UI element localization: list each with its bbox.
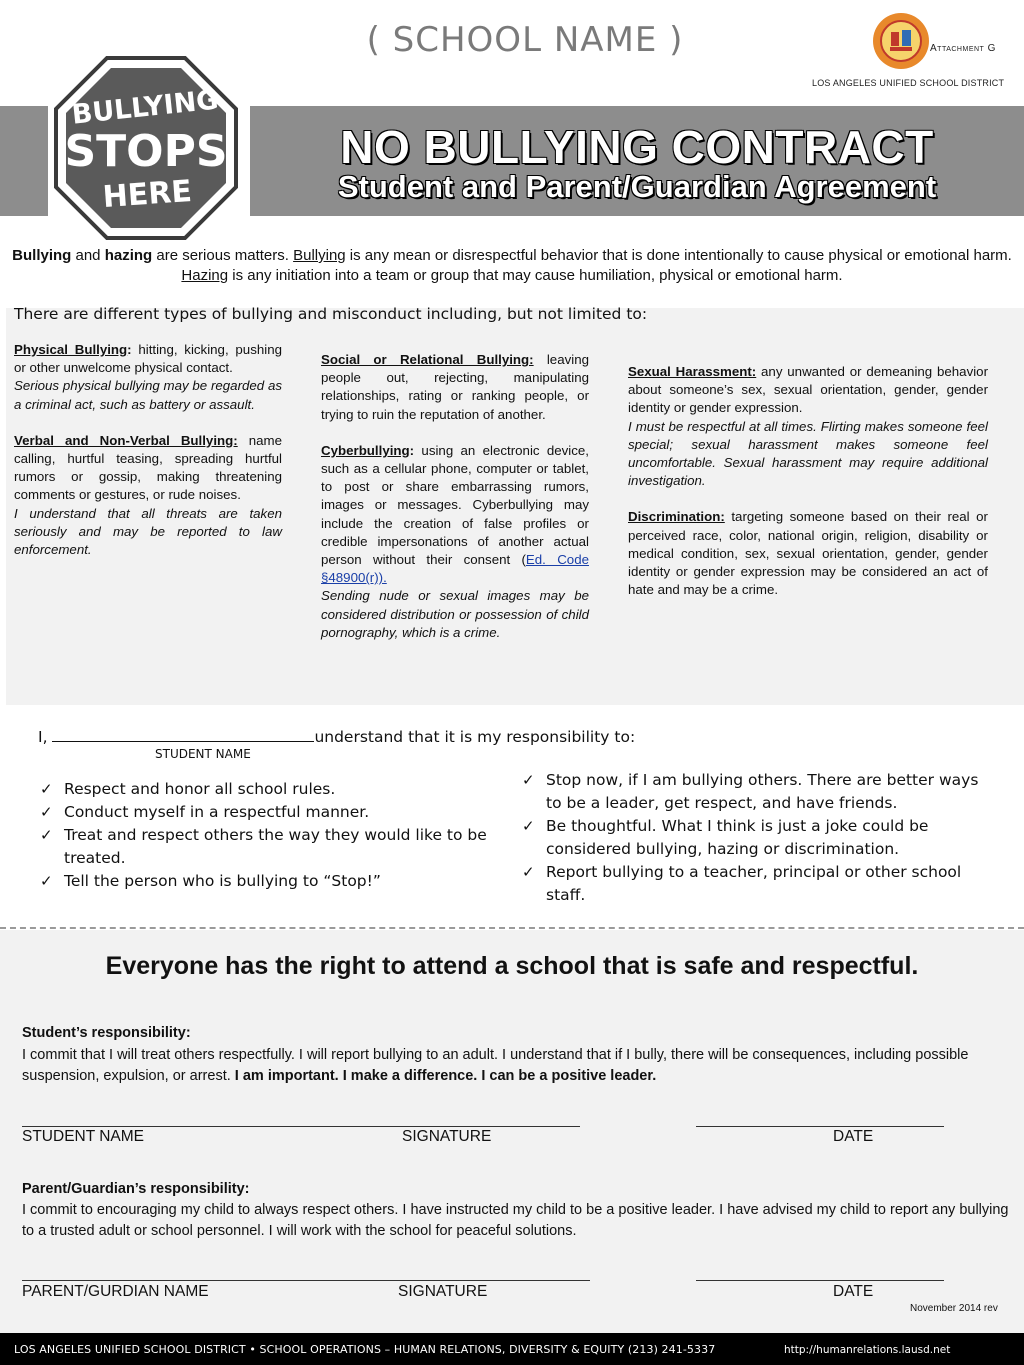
intro-bullying-def-term: Bullying bbox=[293, 247, 346, 264]
cyberbullying-block bbox=[321, 442, 589, 642]
attachment-label: Attachment G bbox=[930, 43, 996, 54]
list-item-text: Treat and respect others the way they would like to be treated. bbox=[64, 826, 487, 867]
intro-hazing-term: hazing bbox=[104, 247, 153, 264]
student-name-label: STUDENT NAME bbox=[22, 1128, 145, 1145]
cyberbullying-heading: Cyberbullying bbox=[321, 442, 410, 458]
physical-bullying-block bbox=[14, 341, 282, 414]
heading-colon: : bbox=[409, 442, 415, 458]
parent-signature-label: SIGNATURE bbox=[398, 1283, 488, 1300]
intro-paragraph bbox=[6, 246, 1018, 286]
responsibility-list-left bbox=[38, 778, 508, 893]
discrimination-block bbox=[628, 508, 988, 599]
social-bullying-heading: Social or Relational Bullying: bbox=[321, 352, 534, 367]
list-item bbox=[38, 801, 508, 824]
physical-bullying-note: Serious physical bullying may be regarded as a criminal act, such as battery or assault. bbox=[14, 378, 282, 412]
verbal-bullying-heading: Verbal and Non-Verbal Bullying: bbox=[14, 432, 238, 448]
list-item bbox=[520, 815, 980, 861]
parent-signature-line[interactable] bbox=[22, 1280, 590, 1281]
verbal-bullying-text: name calling, hurtful teasing, spreading hurtful rumors or gossip, making threatening comments or gestures, or rude noises. bbox=[14, 432, 282, 503]
student-commitment: I commit that I will treat others respectfully. I will report bullying to an adult. I understand that if I bully, there will be consequences, including possible suspension, expulsion, or arrest. bbox=[22, 1047, 969, 1084]
list-item bbox=[38, 778, 508, 801]
responsibility-statement bbox=[38, 726, 635, 746]
list-item bbox=[38, 870, 508, 893]
list-item bbox=[38, 824, 508, 870]
ed-code-link[interactable]: Ed. Code §48900(r)). bbox=[321, 552, 589, 586]
revision-date: November 2014 rev bbox=[910, 1303, 998, 1314]
student-affirmation: I am important. I make a difference. I can be a positive leader. bbox=[234, 1068, 657, 1084]
stop-sign-icon bbox=[52, 54, 240, 242]
discrimination-heading: Discrimination: bbox=[628, 509, 725, 525]
footer-url-link[interactable]: http://humanrelations.lausd.net bbox=[784, 1344, 951, 1356]
check-icon: ✓ bbox=[40, 872, 53, 890]
responsibility-prefix: I, bbox=[38, 728, 53, 746]
student-responsibility-text bbox=[22, 1045, 1012, 1087]
types-column-2 bbox=[321, 351, 589, 660]
discrimination-text: targeting someone based on their real or perceived race, color, national origin, religion, disability or medical condition, sex, sexual orientation, gender, gender identity or gender expression may be considered an act of hate and may be a crime. bbox=[628, 509, 988, 598]
responsibility-suffix: understand that it is my responsibility to: bbox=[314, 728, 636, 746]
verbal-bullying-block bbox=[14, 432, 282, 559]
heading-colon: : bbox=[127, 342, 132, 357]
physical-bullying-heading: Physical Bullying bbox=[14, 342, 128, 357]
list-item bbox=[520, 861, 980, 907]
cyberbullying-text: using an electronic device, such as a cellular phone, computer or tablet, to post or share embarrassing rumors, images or messages. Cyberbullying may include the creation of false profiles or credible impersonations of another actual person without their consent ( bbox=[321, 442, 589, 568]
types-column-1 bbox=[14, 341, 282, 577]
stop-sign-line2: STOPS bbox=[64, 126, 228, 177]
contract-subtitle: Student and Parent/Guardian Agreement bbox=[337, 169, 937, 204]
list-item-text: Report bullying to a teacher, principal or other school staff. bbox=[546, 863, 962, 904]
types-column-3 bbox=[628, 363, 988, 617]
intro-hazing-def-term: Hazing bbox=[181, 267, 229, 284]
parent-name-label: PARENT/GURDIAN NAME bbox=[22, 1283, 209, 1300]
student-signature-label: SIGNATURE bbox=[402, 1128, 492, 1145]
parent-date-label: DATE bbox=[833, 1283, 874, 1300]
student-name-caption: STUDENT NAME bbox=[155, 747, 251, 761]
sexual-harassment-heading: Sexual Harassment: bbox=[628, 364, 757, 379]
school-name: ( SCHOOL NAME ) bbox=[366, 20, 684, 60]
student-date-label: DATE bbox=[833, 1128, 874, 1145]
list-item-text: Tell the person who is bullying to “Stop!” bbox=[64, 872, 381, 890]
list-item bbox=[520, 769, 980, 815]
cut-line-divider bbox=[0, 927, 1024, 929]
sexual-harassment-text: any unwanted or demeaning behavior about someone’s sex, sexual orientation, gender, gender identity or gender expression. bbox=[628, 364, 988, 416]
sexual-harassment-block bbox=[628, 363, 988, 490]
student-name-blank[interactable] bbox=[52, 726, 314, 742]
parent-responsibility-heading: Parent/Guardian’s responsibility: bbox=[22, 1181, 250, 1197]
check-icon: ✓ bbox=[40, 826, 53, 844]
footer-text: LOS ANGELES UNIFIED SCHOOL DISTRICT • SCHOOL OPERATIONS – HUMAN RELATIONS, DIVERSITY & EQUITY (213) 241-5337 bbox=[14, 1343, 716, 1356]
check-icon: ✓ bbox=[40, 780, 53, 798]
agreement-headline: Everyone has the right to attend a school that is safe and respectful. bbox=[105, 952, 919, 980]
district-label: LOS ANGELES UNIFIED SCHOOL DISTRICT bbox=[812, 78, 1005, 88]
intro-text: is any initiation into a team or group that may cause humiliation, physical or emotional harm. bbox=[228, 267, 843, 284]
check-icon: ✓ bbox=[522, 771, 535, 789]
banner-left-strip bbox=[0, 106, 48, 216]
student-signature-line[interactable] bbox=[22, 1126, 580, 1127]
list-item-text: Be thoughtful. What I think is just a joke could be considered bullying, hazing or discrimination. bbox=[546, 817, 929, 858]
page-footer bbox=[0, 1333, 1024, 1365]
contract-title: NO BULLYING CONTRACT bbox=[340, 121, 934, 173]
physical-bullying-text: hitting, kicking, pushing or other unwelcome physical contact. bbox=[14, 342, 282, 376]
check-icon: ✓ bbox=[522, 863, 535, 881]
list-item-text: Respect and honor all school rules. bbox=[64, 780, 336, 798]
check-icon: ✓ bbox=[40, 803, 53, 821]
parent-date-line[interactable] bbox=[696, 1280, 944, 1281]
responsibility-list-right bbox=[520, 769, 980, 907]
intro-text: and bbox=[71, 247, 105, 264]
social-bullying-text: leaving people out, rejecting, manipulating relationships, rating or ranking people, or trying to ruin the reputation of another. bbox=[321, 352, 589, 422]
intro-text: are serious matters. bbox=[152, 247, 294, 264]
stop-sign-line3: HERE bbox=[101, 173, 194, 216]
intro-bullying-term: Bullying bbox=[12, 247, 72, 264]
student-responsibility-heading: Student’s responsibility: bbox=[22, 1025, 191, 1041]
district-seal-icon bbox=[872, 12, 930, 70]
sexual-harassment-note: I must be respectful at all times. Flirting makes someone feel special; sexual harassment makes someone feel uncomfortable. Sexual harassment may require additional investigation. bbox=[628, 418, 988, 489]
list-item-text: Stop now, if I am bullying others. There are better ways to be a leader, get respect, and have friends. bbox=[546, 771, 979, 812]
parent-responsibility-text: I commit to encouraging my child to always respect others. I have instructed my child to be a positive leader. I have advised my child to report any bullying to a trusted adult or school personnel. I will work with the school for peaceful solutions. bbox=[22, 1202, 1009, 1239]
cyberbullying-note: Sending nude or sexual images may be considered distribution or possession of child pornography, which is a crime. bbox=[321, 588, 589, 640]
stop-sign-line1: BULLYING bbox=[70, 84, 220, 131]
intro-text: is any mean or disrespectful behavior that is done intentionally to cause physical or emotional harm. bbox=[345, 247, 1012, 264]
verbal-bullying-note: I understand that all threats are taken seriously and may be reported to law enforcement. bbox=[14, 505, 282, 558]
types-lead: There are different types of bullying and misconduct including, but not limited to: bbox=[14, 305, 648, 323]
social-bullying-block bbox=[321, 351, 589, 424]
list-item-text: Conduct myself in a respectful manner. bbox=[64, 803, 370, 821]
check-icon: ✓ bbox=[522, 817, 535, 835]
student-date-line[interactable] bbox=[696, 1126, 944, 1127]
